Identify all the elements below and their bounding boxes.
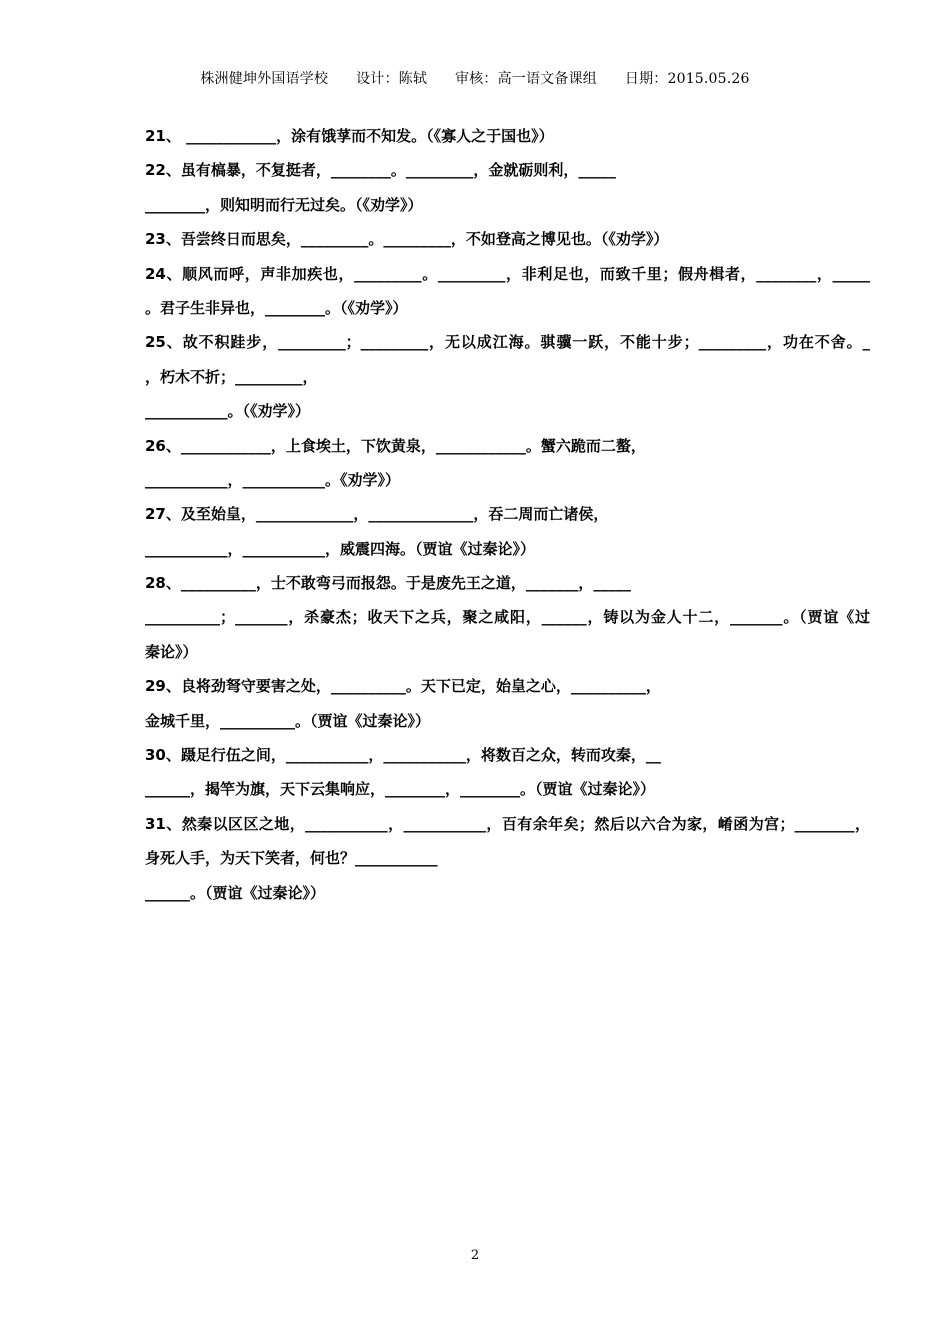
exercise-line: 22、虽有槁暴，不复挺者，________。_________，金就砺则利，_____ (145, 161, 616, 180)
exercise-line: ___________。（《劝学》） (145, 402, 311, 421)
exercise-list (145, 124, 870, 915)
school-name: 株洲健坤外国语学校 (200, 71, 329, 87)
date: 日期：2015.05.26 (624, 71, 750, 87)
exercise-line: 29、良将劲弩守要害之处，__________。天下已定，始皇之心，__________， (145, 677, 661, 696)
exercise-line: __________；_______，杀豪杰；收天下之兵，聚之咸阳，______，铸以为金人十二，_______。（贾谊《过 (145, 608, 870, 627)
exercise-line: ______，揭竿为旗，天下云集响应，________，________。（贾谊《过秦论》） (145, 780, 656, 799)
page-header (0, 68, 950, 88)
exercise-line: 秦论》） (145, 642, 198, 661)
exercise-line: 21、 ____________，涂有饿莩而不知发。（《寡人之于国也》） (145, 127, 554, 145)
exercise-line: 。君子生非异也，________。（《劝学》） (145, 298, 408, 317)
exercise-line: 24、顺风而呼，声非加疾也，_________。_________，非利足也，而致千里；假舟楫者，________，_____ (145, 264, 870, 283)
exercise-line: 身死人手，为天下笑者，何也？___________ (145, 849, 438, 868)
exercise-line: 27、及至始皇，_____________，______________，吞二周而亡诸侯， (145, 505, 609, 524)
exercise-line: ________，则知明而行无过矣。（《劝学》） (145, 195, 423, 214)
exercise-line: 28、__________，士不敢弯弓而报怨。于是废先王之道，_______，_____ (145, 574, 631, 593)
exercise-line: ___________，___________，威震四海。（贾谊《过秦论》） (145, 539, 536, 558)
exercise-line: ______。（贾谊《过秦论》） (145, 883, 326, 902)
exercise-line: ，朽木不折；_________， (145, 367, 318, 386)
page-number: 2 (470, 1248, 480, 1263)
exercise-line: 30、蹑足行伍之间，___________，___________，将数百之众，转而攻秦，__ (145, 746, 661, 765)
exercise-line: 26、____________，上食埃土，下饮黄泉，____________。蟹六跪而二螯， (145, 436, 646, 455)
reviewer: 审核：高一语文备课组 (454, 71, 597, 87)
designer: 设计：陈轼 (356, 71, 428, 87)
exercise-line: 25、故不积跬步，_________；_________，无以成江海。骐骥一跃，不能十步；_________，功在不舍。_ (145, 333, 870, 352)
exercise-line: 23、吾尝终日而思矣，_________。_________，不如登高之博见也。（《劝学》） (145, 230, 669, 249)
exercise-line: 31、然秦以区区之地，___________，___________，百有余年矣；然后以六合为家，崤函为宫；________， (145, 814, 870, 833)
exercise-line: ___________，___________。《劝学》） (145, 470, 401, 489)
exercise-line: 金城千里，__________。（贾谊《过秦论》） (145, 711, 431, 730)
